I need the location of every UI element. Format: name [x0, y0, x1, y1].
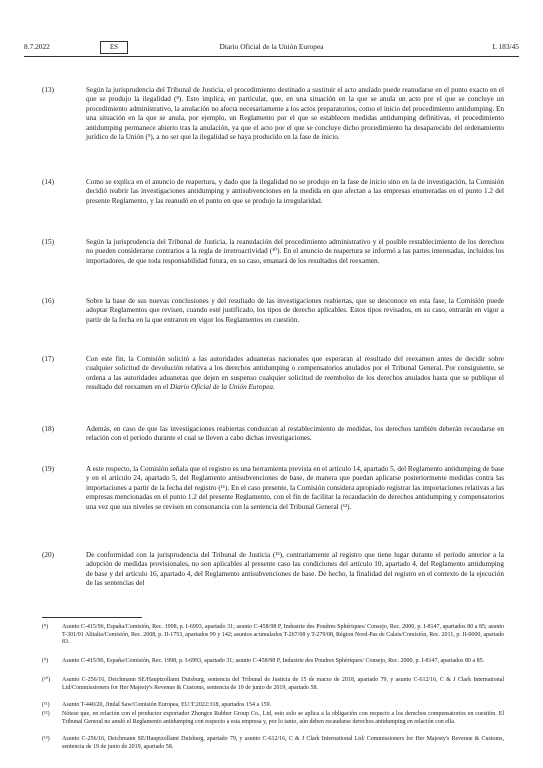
- footnote-number: (¹²): [42, 711, 50, 717]
- footnote-number: (¹⁰): [42, 677, 51, 683]
- footnote-text: Asunto C-256/16, Deichmann SE/Hauptzollamt Duisburg, sentencia del Tribunal de Justicia de 15 de marzo de 2018, apartado 79, y asunto C-612/16, C & J Clark International Ltd/Commissioners for Her Majesty's Revenue & Customs, sentencia de 19 de junio de 2019, apartado 58.: [62, 677, 504, 691]
- footnote-text: Asunto C-415/96, España/Comisión, Rec. 1998, p. I-6993, apartado 31; asunto C-458/98 P, Industrie des Poudres Sphériques/ Consejo, Rec. 2000, p. I-8147, apartados 80 a 85.: [62, 658, 485, 664]
- paragraph-text: Según la jurisprudencia del Tribunal de Justicia, la reanudación del procedimiento administrativo y el posible restablecimiento de los derechos no pueden considerarse contrarios a la regla de irretroactividad (¹⁰). En el anuncio de reapertura se informó a las partes interesadas, incluidos los importadores, de que toda responsabilidad futura, en su caso, emanará de los resultados del reexamen.: [86, 238, 504, 265]
- paragraph-number: (17): [42, 355, 54, 363]
- paragraph-body: Con este fin, la Comisión solicitó a las autoridades aduaneras nacionales que esperaran al resultado del reexamen antes de decidir sobre cualquier solicitud de devolución relativa a los derechos antidumping o compensatorios anulados por el Tribunal General. Por consiguiente, se ordena a las autoridades aduaneras que dejen en suspenso cualquier solicitud de reembolso de los derechos anulados hasta que se publique el resultado del reexamen en el: [86, 355, 504, 392]
- paragraph-number: (18): [42, 425, 54, 433]
- paragraph-number: (20): [42, 551, 54, 559]
- footnote-number: (⁸): [42, 624, 49, 630]
- page-reference: L 183/45: [492, 42, 519, 51]
- paragraph-text: Según la jurisprudencia del Tribunal de Justicia, el procedimiento destinado a sustituir el acto anulado puede reanudarse en el punto exacto en el que se produjo la ilegalidad (⁸). Esto implica, en particular, que, en una situación en la que se anula un acto por el que se concluye un procedimiento administrativo, la anulación no afecta necesariamente a los actos preparatorios, como el inicio del procedimiento antidumping. En una situación en la que se anula, por ejemplo, un Reglamento por el que se establecen medidas antidumping definitivas, el procedimiento antidumping permanece abierto tras la anulación, ya que el acto por el que se concluye dicho procedimiento ha desaparecido del ordenamiento jurídico de la Unión (⁹), a no ser que la ilegalidad se haya producido en la fase de inicio.: [86, 86, 504, 142]
- footnote-text: Asunto C-415/96, España/Comisión, Rec. 1998, p. I-6993, apartado 31; asunto C-458/98 P, Industrie des Poudres Sphériques/ Consejo, Rec. 2000, p. I-8147, apartados 80 a 85; asunto T-301/01 Alitalia/Comisión, Rec. 2008, p. II-1753, apartados 99 y 142; asuntos acumulados T-267/08 y T-279/08, Région Nord-Pas de Calais/Comisión, Rec. 2011, p. II-0000, apartado 83.: [62, 624, 504, 646]
- journal-title: Diario Oficial de la Unión Europea: [219, 42, 324, 51]
- footnote-number: (¹¹): [42, 702, 50, 708]
- paragraph-tail: .: [272, 383, 275, 392]
- paragraph-number: (14): [42, 178, 54, 186]
- language-badge: ES: [100, 41, 128, 54]
- footnote-text: Asunto T-440/20, Jindal Saw/Comisión Europea, EU:T:2022:318, apartados 154 a 159.: [62, 702, 272, 708]
- footnote-rule: [42, 617, 142, 618]
- paragraph-text: Sobre la base de sus nuevas conclusiones y del resultado de las investigaciones reabiertas, que se desconoce en esta fase, la Comisión puede adoptar Reglamentos que revisen, cuando esté justificado, los tipos de derecho aplicables. Estos tipos revisados, en su caso, entrarán en vigor a partir de la fecha en la que entraron en vigor los Reglamentos en cuestión.: [86, 297, 504, 324]
- footnote-text: Nótese que, en relación con el productor exportador Zhongce Rubber Group Co., Ltd, esto solo se aplica a la obligación con respecto a los derechos compensatorios en cuestión. El Tribunal General no anuló el Reglamento antidumping con respecto a esta empresa y, por lo tanto, aún deben recaudarse derechos antidumping en relación con ella.: [62, 711, 504, 725]
- paragraph-number: (13): [42, 86, 54, 94]
- paragraph-text: Además, en caso de que las investigaciones reabiertas conduzcan al restablecimiento de medidas, los derechos también deberán recaudarse en relación con el período durante el cual se lleven a cabo dichas investigaciones.: [86, 425, 504, 443]
- page-header: [24, 40, 519, 54]
- footnote-text: Asunto C-256/16, Deichmann SE/Hauptzollamt Duisburg, apartado 79, y asunto C-612/16, C & J Clark International Ltd/ Commissioners for Her Majesty's Revenue & Customs, sentencia de 19 de junio de 2019, apartado 58.: [62, 736, 504, 750]
- footnote-number: (¹³): [42, 736, 50, 742]
- header-rule: [24, 56, 519, 57]
- paragraph-number: (15): [42, 238, 54, 246]
- paragraph-number: (19): [42, 465, 54, 473]
- paragraph-text: [86, 355, 504, 393]
- header-date: 8.7.2022: [24, 42, 50, 51]
- footnote-number: (⁹): [42, 658, 49, 664]
- paragraph-number: (16): [42, 297, 54, 305]
- paragraph-text: Como se explica en el anuncio de reapertura, y dado que la ilegalidad no se produjo en la fase de inicio sino en la de investigación, la Comisión decidió reabrir las investigaciones antidumping y antisubvenciones en la medida en que afectan a las empresas enumeradas en el punto 1.2 del presente Reglamento, y las reanudó en el punto en que se produjo la irregularidad.: [86, 178, 504, 205]
- paragraph-text: De conformidad con la jurisprudencia del Tribunal de Justicia (¹³), contrariamente al registro que tiene lugar durante el período anterior a la adopción de medidas provisionales, no son aplicables al presente caso las condiciones del artículo 10, apartado 4, del Reglamento antidumping de base y del artículo 16, apartado 4, del Reglamento antisubvenciones de base. De hecho, la finalidad del registro en el contexto de la ejecución de las sentencias del: [86, 551, 504, 588]
- journal-italic-ref: Diario Oficial de la Unión Europea: [170, 383, 273, 392]
- paragraph-text: A este respecto, la Comisión señala que el registro es una herramienta prevista en el artículo 14, apartado 5, del Reglamento antidumping de base y en el artículo 24, apartado 5, del Reglamento antisubvenciones de base, de manera que puedan aplicarse posteriormente medidas contra las importaciones a partir de la fecha del registro (¹¹). En el caso presente, la Comisión considera apropiado registrar las importaciones relativas a las empresas mencionadas en el punto 1.2 del presente Reglamento, con el fin de facilitar la recaudación de derechos antidumping y compensatorios una vez que sus niveles se revisen en consonancia con la sentencia del Tribunal General (¹²).: [86, 465, 504, 511]
